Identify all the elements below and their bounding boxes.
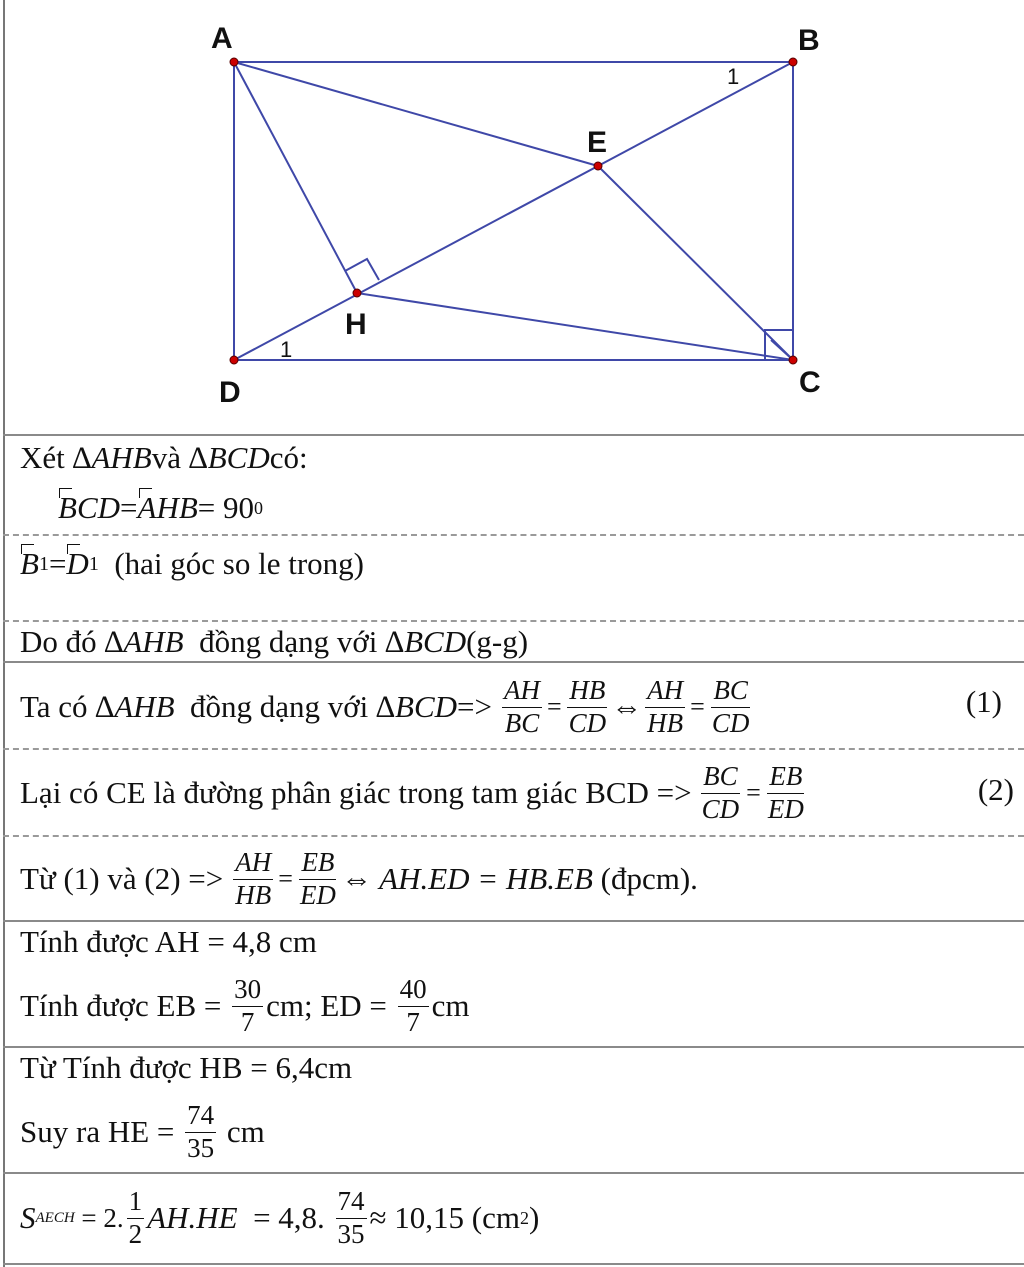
row-angle-bisector [20, 752, 1024, 834]
triangle-ahb: AHB [114, 689, 175, 724]
row-divider [3, 1263, 1024, 1265]
text: (đpcm). [600, 861, 698, 896]
text: và ∆ [151, 440, 208, 475]
row-divider [3, 620, 1024, 622]
text: Tính được EB = [20, 988, 230, 1023]
row-divider [3, 748, 1024, 750]
subscript: 1 [38, 552, 49, 575]
numerator: 74 [336, 1186, 367, 1218]
triangle-ahb: AHB [123, 624, 184, 659]
denominator: 2 [128, 1218, 143, 1249]
fraction-bc-cd [710, 675, 752, 738]
numerator: EB [299, 847, 336, 879]
label-d: D [219, 376, 241, 409]
row-divider [3, 534, 1024, 536]
numerator: BC [701, 761, 740, 793]
angle-label-b1: 1 [727, 64, 740, 89]
ah-length: Tính được AH = 4,8 cm [20, 924, 317, 959]
equals: = [746, 778, 761, 807]
numerator: 30 [232, 974, 263, 1006]
area-symbol: S [20, 1200, 36, 1235]
text: ) [529, 1200, 540, 1235]
row4-line [20, 666, 754, 748]
fraction-74-35 [336, 1186, 367, 1249]
point-b [789, 58, 797, 66]
ninety: = 90 [197, 490, 254, 525]
numerator: AH [645, 675, 685, 707]
iff-symbol: ⇔ [340, 861, 372, 896]
segment-db [234, 62, 793, 360]
point-a [230, 58, 238, 66]
text: Xét ∆ [20, 440, 92, 475]
equals: = [690, 692, 705, 721]
row-consider-triangles [20, 440, 1024, 532]
text: đồng dạng với ∆ [183, 624, 405, 659]
row8-line2 [20, 1094, 265, 1170]
numerator: 40 [398, 974, 429, 1006]
equals: = [278, 864, 293, 893]
triangle-bcd: BCD [404, 624, 467, 659]
alternate-angles-note: (hai góc so le trong) [98, 546, 364, 581]
point-c [789, 356, 797, 364]
text: cm; ED = [266, 988, 395, 1023]
degree-sup: 0 [254, 497, 263, 518]
segment-hc [357, 293, 793, 360]
implies: => [457, 689, 492, 724]
figure-svg [5, 0, 1024, 434]
angle-b: B [20, 546, 39, 581]
triangle-bcd: BCD [207, 440, 270, 475]
row5-line [20, 752, 809, 834]
row-compute-lengths [20, 924, 1024, 1046]
squared-sup: 2 [520, 1207, 530, 1228]
unit: cm [219, 1114, 265, 1149]
angle-symbol-b: B [58, 490, 77, 525]
fraction-ah-hb [233, 847, 273, 910]
text: Ta có ∆ [20, 689, 115, 724]
denominator: HB [235, 879, 272, 910]
fraction-40-7 [398, 974, 429, 1037]
equation-tag-2: (2) [977, 772, 1014, 807]
denominator: 35 [187, 1132, 215, 1163]
numerator: EB [767, 761, 804, 793]
text: = 4,8. [237, 1200, 333, 1235]
row6-line [20, 838, 698, 920]
hb-length: Từ Tính được HB = 6,4cm [20, 1050, 353, 1085]
segment-ae [234, 62, 598, 166]
numerator: AH [233, 847, 273, 879]
angle-ahb: HB [156, 490, 198, 525]
denominator: ED [767, 793, 804, 824]
angle-bcd: CD [76, 490, 121, 525]
fraction-ah-hb [645, 675, 685, 738]
row-divider [3, 661, 1024, 663]
text: có: [269, 440, 308, 475]
row8-line1 [20, 1050, 352, 1086]
point-e [594, 162, 602, 170]
row-divider [3, 920, 1024, 922]
text: Suy ra HE = [20, 1114, 183, 1149]
label-h: H [345, 308, 367, 341]
fraction-1-2 [127, 1186, 145, 1249]
text: = 2. [74, 1202, 124, 1233]
numerator: BC [711, 675, 750, 707]
triangle-bcd: BCD [395, 689, 458, 724]
row2-line [20, 546, 364, 582]
angle-label-d1: 1 [280, 337, 293, 362]
iff-symbol: ⇔ [611, 689, 643, 724]
text: (g-g) [466, 624, 529, 659]
fraction-hb-cd [567, 675, 609, 738]
row-ratio-1 [20, 666, 1024, 748]
angle-symbol-a: A [137, 490, 157, 525]
row-divider [3, 434, 1024, 436]
fraction-ah-bc [502, 675, 542, 738]
equation-tag-1: (1) [965, 684, 1002, 719]
row7-line2 [20, 968, 470, 1044]
denominator: ED [299, 879, 336, 910]
denominator: CD [701, 793, 740, 824]
label-a: A [211, 22, 233, 55]
equals: = [546, 692, 562, 721]
denominator: BC [504, 707, 540, 738]
point-h [353, 289, 361, 297]
denominator: CD [711, 707, 750, 738]
product-ah-he: AH.HE [147, 1200, 238, 1235]
right-angle-mark-h [345, 259, 379, 280]
label-b: B [798, 24, 820, 57]
area-subscript: AECH [35, 1209, 75, 1226]
angle-d: D [66, 546, 89, 581]
numerator: 1 [127, 1186, 145, 1218]
row-divider [3, 835, 1024, 837]
row7-line1 [20, 924, 317, 960]
row-divider [3, 1046, 1024, 1048]
text: Từ (1) và (2) => [20, 861, 224, 896]
segment-ah [234, 62, 357, 293]
triangle-ahb: AHB [91, 440, 152, 475]
text: Lại có CE là đường phân giác trong tam giác BCD => [20, 775, 692, 810]
equals: = [120, 490, 138, 525]
denominator: HB [647, 707, 684, 738]
geometry-figure [5, 0, 1024, 434]
row-divider [3, 1172, 1024, 1174]
denominator: CD [568, 707, 607, 738]
unit: cm [431, 988, 470, 1023]
fraction-74-35 [185, 1100, 216, 1163]
subscript: 1 [88, 552, 99, 575]
row9-line [20, 1176, 539, 1260]
text: Do đó ∆ [20, 624, 124, 659]
denominator: 7 [406, 1006, 420, 1037]
fraction-eb-ed [298, 847, 338, 910]
text: đồng dạng với ∆ [174, 689, 396, 724]
segment-ec [598, 166, 793, 360]
numerator: HB [567, 675, 607, 707]
label-e: E [587, 126, 608, 159]
point-d [230, 356, 238, 364]
row-compute-he [20, 1050, 1024, 1172]
fraction-30-7 [232, 974, 263, 1037]
row1-line1 [20, 440, 308, 476]
row-area [20, 1176, 1024, 1262]
numerator: 74 [185, 1100, 216, 1132]
row3-line [20, 624, 528, 660]
denominator: 7 [240, 1006, 255, 1037]
fraction-eb-ed [766, 761, 806, 824]
denominator: 35 [337, 1218, 365, 1249]
row1-line2 [58, 490, 263, 526]
label-c: C [799, 366, 821, 399]
fraction-bc-cd [700, 761, 742, 824]
product-equation: AH.ED = HB.EB [371, 861, 601, 896]
area-result: ≈ 10,15 (cm [369, 1200, 521, 1235]
numerator: AH [502, 675, 542, 707]
equals: = [48, 546, 67, 581]
row-conclusion [20, 838, 1024, 920]
